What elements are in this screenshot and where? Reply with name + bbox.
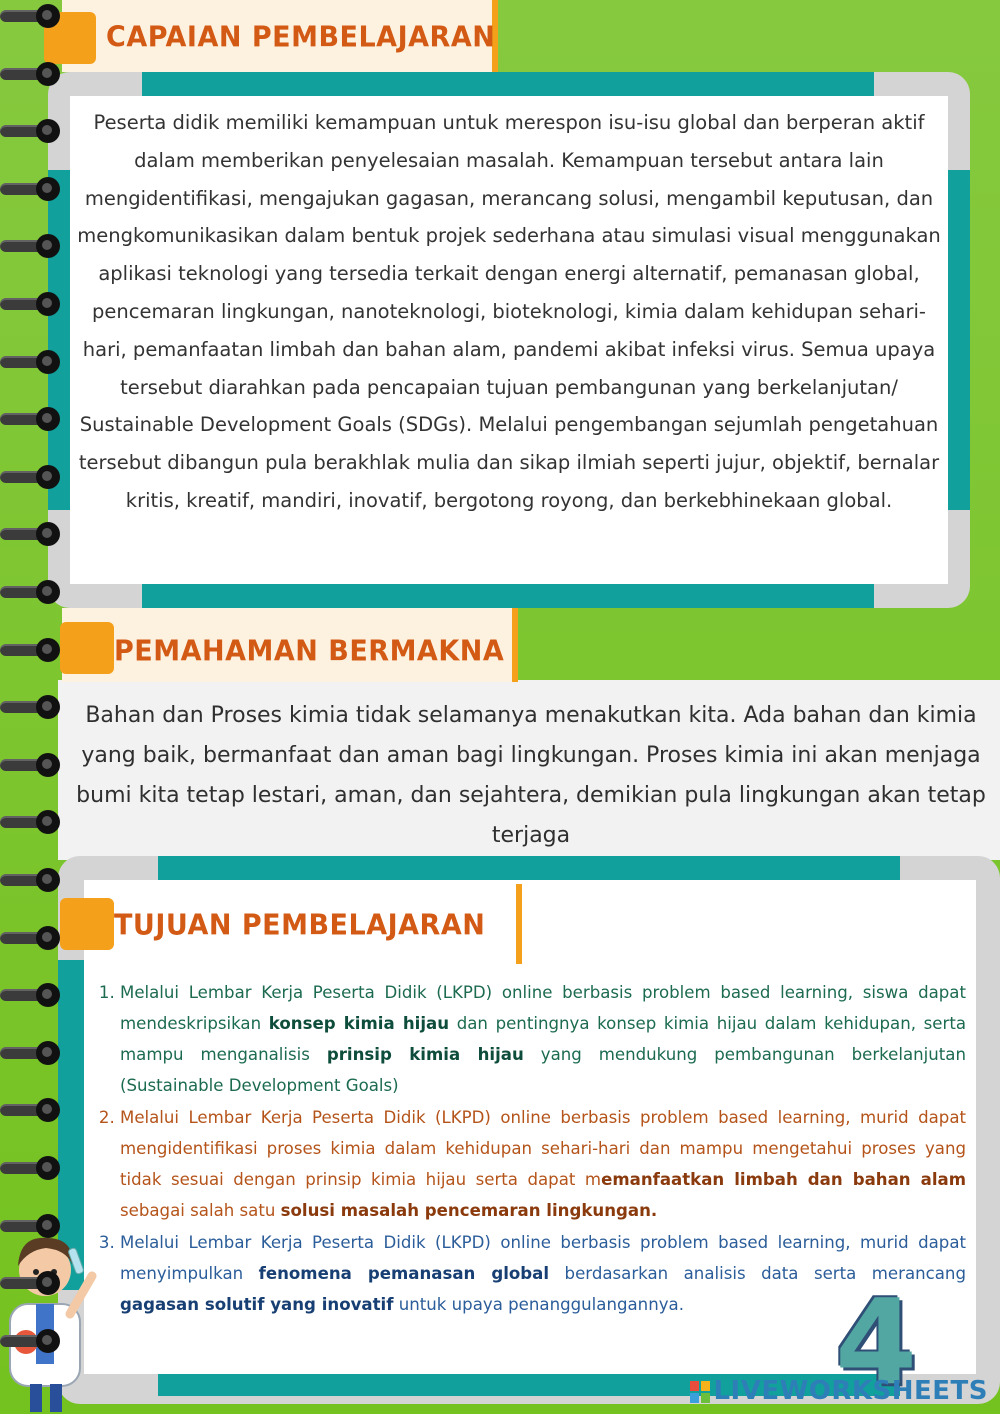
spiral-ring	[0, 62, 64, 86]
tujuan-item-1	[120, 977, 966, 1101]
tujuan-tab-square	[60, 898, 114, 950]
tujuan-item-1-bold-a: konsep kimia hijau	[268, 1014, 450, 1033]
spiral-ring	[0, 926, 64, 950]
spiral-ring	[0, 234, 64, 258]
spiral-ring	[0, 1214, 64, 1238]
tujuan-item-1-text-a: Melalui Lembar Kerja Peserta Didik (LKPD) online berbasis problem based learning, siswa dapat mendeskripsikan	[120, 983, 966, 1033]
tujuan-item-2-text-b: sebagai salah satu	[120, 1201, 281, 1220]
tujuan-item-2-bold-a: emanfaatkan limbah dan bahan alam	[601, 1170, 966, 1189]
tujuan-item-3-bold-b: gagasan solutif yang inovatif	[120, 1295, 394, 1314]
spiral-ring	[0, 1041, 64, 1065]
tujuan-item-2	[120, 1102, 966, 1226]
tujuan-item-1-text-c: yang mendukung pembangunan berkelanjutan (Sustainable Development Goals)	[120, 1045, 966, 1095]
spiral-ring	[0, 1156, 64, 1180]
tujuan-item-1-bold-b: prinsip kimia hijau	[326, 1045, 524, 1064]
tujuan-item-3-bold-a: fenomena pemanasan global	[258, 1264, 550, 1283]
capaian-heading: CAPAIAN PEMBELAJARAN	[106, 21, 496, 54]
spiral-ring	[0, 753, 64, 777]
liveworksheets-logo-icon	[690, 1381, 710, 1403]
pemahaman-tab-edge	[512, 608, 518, 682]
watermark-text: LIVEWORKSHEETS	[713, 1376, 988, 1406]
tujuan-card-teal-top	[158, 856, 900, 880]
spiral-ring	[0, 522, 64, 546]
spiral-ring	[0, 1329, 64, 1353]
page-number: 4	[835, 1273, 918, 1411]
spiral-ring	[0, 868, 64, 892]
capaian-card-teal-top	[142, 72, 874, 96]
spiral-ring	[0, 292, 64, 316]
tujuan-item-2-bold-b: solusi masalah pencemaran lingkungan.	[280, 1201, 658, 1220]
spiral-ring	[0, 810, 64, 834]
spiral-ring	[0, 580, 64, 604]
spiral-ring	[0, 407, 64, 431]
tujuan-item-1-text-b: dan pentingnya konsep kimia hijau dalam kehidupan, serta mampu menganalisis	[120, 1014, 967, 1064]
pemahaman-heading: PEMAHAMAN BERMAKNA	[114, 635, 505, 668]
scientist-illustration	[0, 1218, 104, 1414]
liveworksheets-watermark	[690, 1376, 988, 1406]
capaian-card-teal-left	[48, 170, 70, 510]
spiral-ring	[0, 350, 64, 374]
spiral-ring	[0, 1271, 64, 1295]
spiral-ring	[0, 638, 64, 662]
spiral-ring	[0, 177, 64, 201]
capaian-text: Peserta didik memiliki kemampuan untuk merespon isu-isu global dan berperan aktif dalam memberikan penyelesaian masalah. Kemampuan tersebut antara lain mengidentifikasi, mengajukan gagasan, merancang solusi, mengambil keputusan, dan mengkomunikasikan dalam bentuk projek sederhana atau simulasi visual menggunakan aplikasi teknologi yang tersedia terkait dengan energi alternatif, pemanasan global, pencemaran lingkungan, nanoteknologi, bioteknologi, kimia dalam kehidupan sehari-hari, pemanfaatan limbah dan bahan alam, pandemi akibat infeksi virus. Semua upaya tersebut diarahkan pada pencapaian tujuan pembangunan yang berkelanjutan/ Sustainable Development Goals (SDGs). Melalui pengembangan sejumlah pengetahuan tersebut dibangun pula berakhlak mulia dan sikap ilmiah seperti jujur, objektif, bernalar kritis, kreatif, mandiri, inovatif, bergotong royong, dan berkebhinekaan global.	[77, 111, 941, 512]
capaian-card-teal-right	[948, 170, 970, 510]
pemahaman-tab-square	[60, 622, 114, 674]
spiral-ring	[0, 465, 64, 489]
tujuan-tab-edge	[516, 884, 522, 964]
capaian-card-teal-bottom	[142, 584, 874, 608]
tujuan-item-2-text-a: Melalui Lembar Kerja Peserta Didik (LKPD) online berbasis problem based learning, murid dapat mengidentifikasi proses kimia dalam kehidupan sehari-hari dan mampu mengetahui proses yang tidak sesuai dengan prinsip kimia hijau serta dapat m	[120, 1108, 966, 1189]
tujuan-heading: TUJUAN PEMBELAJARAN	[114, 909, 486, 942]
spiral-ring	[0, 1098, 64, 1122]
spiral-ring	[0, 119, 64, 143]
pemahaman-text: Bahan dan Proses kimia tidak selamanya menakutkan kita. Ada bahan dan kimia yang baik, bermanfaat dan aman bagi lingkungan. Proses kimia ini akan menjaga bumi kita tetap lestari, aman, dan sejahtera, demikian pula lingkungan akan tetap terjaga	[76, 703, 986, 848]
spiral-ring	[0, 695, 64, 719]
tujuan-list	[98, 977, 966, 1321]
spiral-ring	[0, 983, 64, 1007]
tujuan-item-3-text-b: berdasarkan analisis data serta merancang	[549, 1264, 966, 1283]
spiral-ring	[0, 4, 64, 28]
tujuan-item-3-text-a: Melalui Lembar Kerja Peserta Didik (LKPD) online berbasis problem based learning, murid dapat menyimpulkan	[120, 1233, 966, 1283]
tujuan-item-3-text-c: untuk upaya penanggulangannya.	[393, 1295, 684, 1314]
